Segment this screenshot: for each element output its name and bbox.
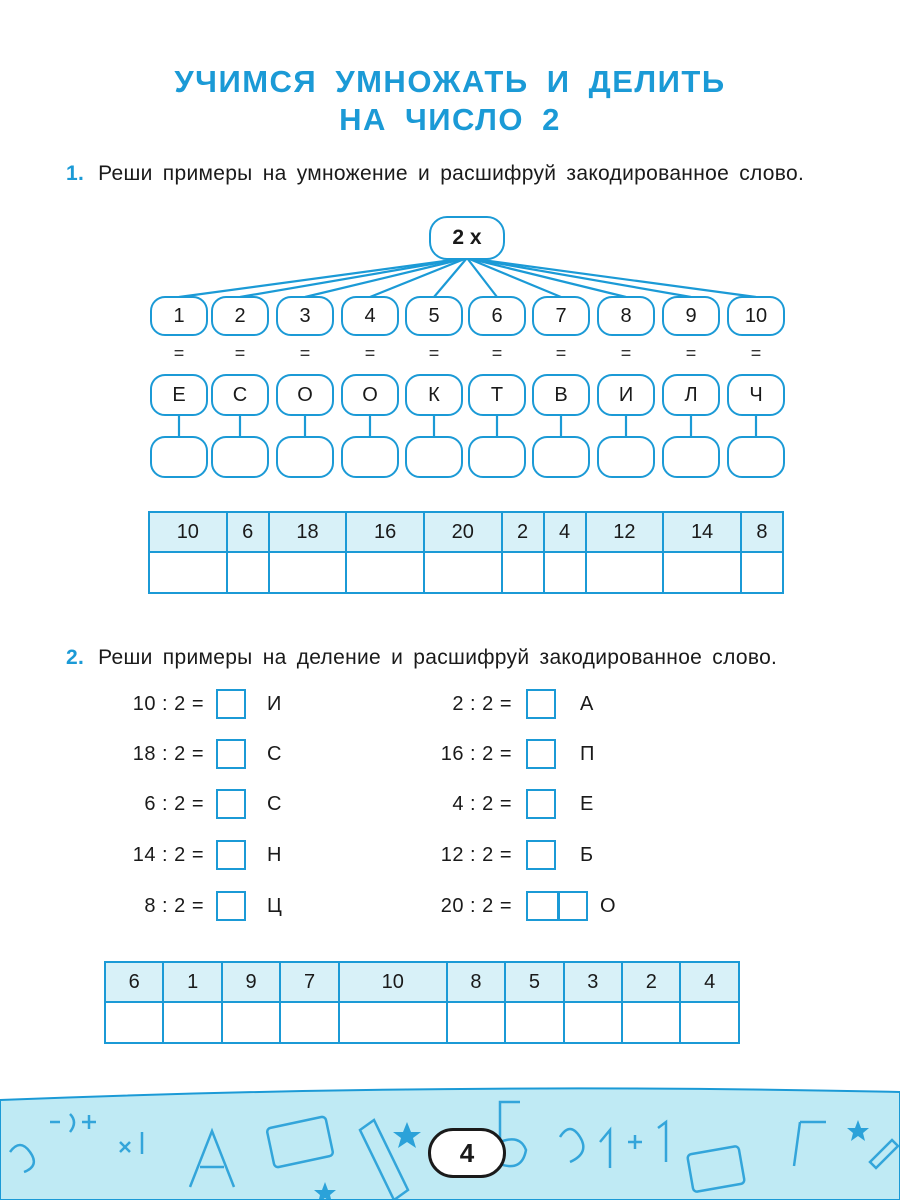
division-letter: С (267, 793, 282, 815)
task1-answer-cell[interactable] (269, 552, 347, 593)
task1-answer-cell[interactable] (663, 552, 741, 593)
multiplier-box (468, 296, 526, 336)
tree-connector-line (179, 258, 467, 297)
answer-box[interactable] (341, 436, 399, 478)
division-answer-box[interactable] (526, 689, 556, 719)
division-example-row (0, 789, 900, 823)
task1-answer-cell[interactable] (424, 552, 502, 593)
page-title-line1: УЧИМСЯ УМНОЖАТЬ И ДЕЛИТЬ (174, 64, 726, 99)
equals-sign: = (685, 343, 697, 363)
letter-box (468, 374, 526, 416)
task1-code-number: 18 (269, 512, 347, 552)
answer-box[interactable] (727, 436, 785, 478)
division-answer-box[interactable] (526, 789, 556, 819)
division-example-row (0, 891, 900, 925)
tree-connector-line (240, 258, 467, 297)
task2-answer-cell[interactable] (447, 1002, 505, 1043)
multiplier-box (150, 296, 208, 336)
division-example-row (0, 739, 900, 773)
task2-code-number: 10 (339, 962, 447, 1002)
answer-box[interactable] (150, 436, 208, 478)
division-example-row (0, 840, 900, 874)
division-expression: 18 : 2 = (132, 743, 204, 765)
page-number: 4 (428, 1128, 506, 1178)
tree-connector-line (467, 258, 756, 297)
task2-code-number: 7 (280, 962, 338, 1002)
task1-answer-cell[interactable] (227, 552, 269, 593)
task1-answer-cell[interactable] (544, 552, 586, 593)
multiplier-label: 6 (491, 304, 503, 327)
multiplier-label: 10 (744, 304, 768, 327)
letter-label: О (297, 383, 313, 406)
task1-text: Реши примеры на умножение и расшифруй закодированное слово. (98, 162, 805, 185)
division-expression: 10 : 2 = (132, 693, 204, 715)
multiplier-box (405, 296, 463, 336)
answer-box[interactable] (211, 436, 269, 478)
letter-label: Ч (749, 383, 763, 406)
multiplier-box (341, 296, 399, 336)
task2-code-number: 6 (105, 962, 163, 1002)
division-expression: 20 : 2 = (440, 895, 512, 917)
multiplier-box (597, 296, 655, 336)
division-letter: О (600, 895, 616, 917)
equals-sign: = (750, 343, 762, 363)
letter-box (211, 374, 269, 416)
letter-box (597, 374, 655, 416)
task2-answer-cell[interactable] (163, 1002, 221, 1043)
tree-connector-line (467, 258, 691, 297)
letter-label: О (362, 383, 378, 406)
division-letter: Ц (267, 895, 282, 917)
answer-box[interactable] (662, 436, 720, 478)
equals-sign: = (299, 343, 311, 363)
multiplier-box (211, 296, 269, 336)
letter-box (727, 374, 785, 416)
answer-box[interactable] (276, 436, 334, 478)
task2-answer-cell[interactable] (680, 1002, 739, 1043)
multiplier-root-label: 2 х (452, 226, 482, 249)
task1-code-number: 14 (663, 512, 741, 552)
division-expression: 16 : 2 = (440, 743, 512, 765)
division-answer-box[interactable] (526, 891, 588, 921)
equals-sign: = (234, 343, 246, 363)
task1-code-number: 12 (586, 512, 664, 552)
multiplier-label: 7 (555, 304, 567, 327)
letter-box (341, 374, 399, 416)
task1-number: 1. (66, 162, 85, 185)
letter-label: Т (490, 383, 504, 406)
letter-label: С (232, 383, 248, 406)
multiplier-label: 5 (428, 304, 440, 327)
division-expression: 8 : 2 = (144, 895, 204, 917)
task1-code-number: 20 (424, 512, 502, 552)
multiplier-box (276, 296, 334, 336)
task2-answer-cell[interactable] (280, 1002, 338, 1043)
task2-answer-cell[interactable] (505, 1002, 563, 1043)
division-letter: Б (580, 844, 594, 866)
equals-sign: = (491, 343, 503, 363)
task2-code-table (104, 961, 740, 1044)
task2-text: Реши примеры на деление и расшифруй закодированное слово. (98, 646, 778, 669)
task2-code-number: 2 (622, 962, 680, 1002)
multiplier-label: 4 (364, 304, 376, 327)
task2-code-number: 5 (505, 962, 563, 1002)
task2-code-number: 9 (222, 962, 280, 1002)
division-example-row (0, 689, 900, 723)
task1-code-number: 4 (544, 512, 586, 552)
equals-sign: = (620, 343, 632, 363)
multiplier-label: 9 (685, 304, 697, 327)
task2-answer-cell[interactable] (339, 1002, 447, 1043)
multiplier-root-box (429, 216, 505, 260)
multiplier-box (532, 296, 590, 336)
equals-sign: = (173, 343, 185, 363)
division-letter: А (580, 693, 594, 715)
letter-label: Л (684, 383, 698, 406)
division-expression: 12 : 2 = (440, 844, 512, 866)
letter-box (150, 374, 208, 416)
task1-code-number: 6 (227, 512, 269, 552)
task1-code-number: 16 (346, 512, 424, 552)
task1-answer-cell[interactable] (741, 552, 783, 593)
division-letter: С (267, 743, 282, 765)
task1-answer-cell[interactable] (149, 552, 227, 593)
task1-code-table (148, 511, 784, 594)
task1-code-number: 10 (149, 512, 227, 552)
letter-label: К (428, 383, 440, 406)
multiplier-label: 2 (234, 304, 246, 327)
task1-answer-cell[interactable] (586, 552, 664, 593)
letter-box (405, 374, 463, 416)
equals-sign: = (555, 343, 567, 363)
division-expression: 14 : 2 = (132, 844, 204, 866)
multiplier-box (662, 296, 720, 336)
answer-box[interactable] (405, 436, 463, 478)
multiplier-label: 3 (299, 304, 311, 327)
task2-number: 2. (66, 646, 85, 669)
answer-box[interactable] (597, 436, 655, 478)
letter-box (276, 374, 334, 416)
equals-sign: = (364, 343, 376, 363)
division-answer-box[interactable] (526, 840, 556, 870)
answer-box[interactable] (468, 436, 526, 478)
task1-answer-cell[interactable] (502, 552, 544, 593)
task2-heading (66, 646, 777, 670)
task2-code-number: 3 (564, 962, 622, 1002)
division-letter: Е (580, 793, 594, 815)
letter-label: Е (172, 383, 186, 406)
division-expression: 4 : 2 = (452, 793, 512, 815)
letter-box (662, 374, 720, 416)
division-expression: 6 : 2 = (144, 793, 204, 815)
multiplier-label: 1 (173, 304, 185, 327)
division-letter: П (580, 743, 595, 765)
letter-label: В (554, 383, 568, 406)
letter-label: И (618, 383, 634, 406)
multiplier-box (727, 296, 785, 336)
task2-code-number: 4 (680, 962, 739, 1002)
task2-answer-cell[interactable] (622, 1002, 680, 1043)
answer-box[interactable] (532, 436, 590, 478)
task2-answer-cell[interactable] (222, 1002, 280, 1043)
division-answer-box[interactable] (526, 739, 556, 769)
division-letter: И (267, 693, 282, 715)
task2-code-number: 1 (163, 962, 221, 1002)
division-letter: Н (267, 844, 282, 866)
task2-answer-cell[interactable] (564, 1002, 622, 1043)
letter-box (532, 374, 590, 416)
task1-answer-cell[interactable] (346, 552, 424, 593)
division-expression: 2 : 2 = (452, 693, 512, 715)
task2-answer-cell[interactable] (105, 1002, 163, 1043)
task2-code-number: 8 (447, 962, 505, 1002)
multiplier-label: 8 (620, 304, 632, 327)
task1-code-number: 2 (502, 512, 544, 552)
task1-code-number: 8 (741, 512, 783, 552)
equals-sign: = (428, 343, 440, 363)
page-title-line2: НА ЧИСЛО 2 (339, 102, 561, 137)
